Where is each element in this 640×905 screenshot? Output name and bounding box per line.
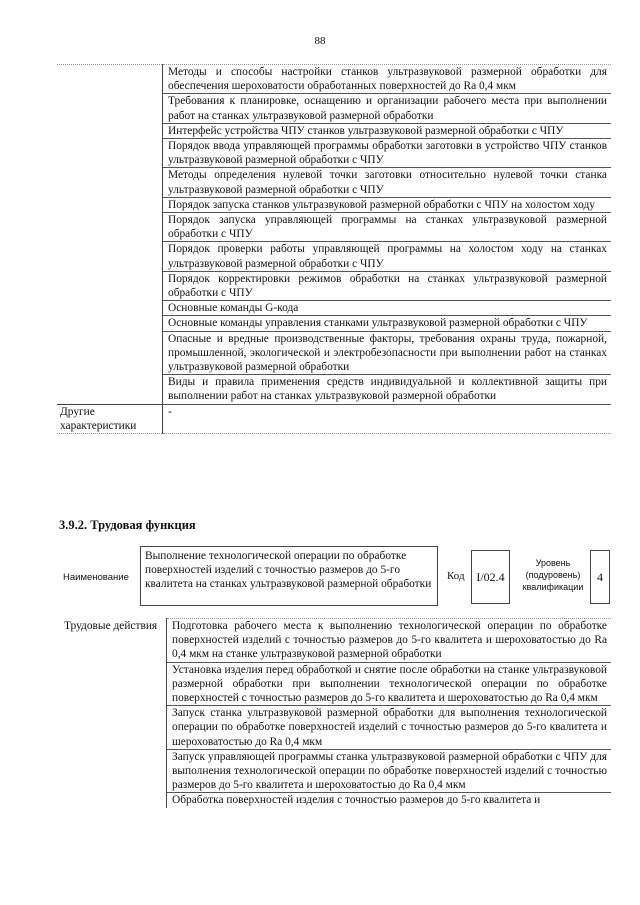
- table-row: [57, 271, 611, 300]
- table-row: [57, 123, 611, 138]
- page-number: 88: [314, 35, 326, 47]
- table-row: [57, 316, 611, 331]
- table-row: [57, 619, 611, 663]
- labor-actions-label: Трудовые действия: [57, 619, 167, 808]
- table-cell: Порядок корректировки режимов обработки на станках ультразвуковой размерной обработки с ЧПУ: [163, 271, 612, 300]
- table-cell: Виды и правила применения средств индивидуальной и коллективной защиты при выполнении работ на станках ультразвуковой размерной обработки: [163, 375, 612, 404]
- label-cell: [57, 271, 163, 300]
- table-cell: Обработка поверхностей изделия с точностью размеров до 5-го квалитета и: [172, 794, 541, 807]
- table-cell: Основные команды управления станками ультразвуковой размерной обработки с ЧПУ: [163, 316, 612, 331]
- table-cell: Запуск управляющей программы станка ультразвуковой размерной обработки с ЧПУ для выполнения технологической операции по обработке поверхностей изделий с точностью размеров до 5-го квалитета и шероховатостью до Ra 0,4 мкм: [167, 749, 612, 793]
- label-cell: [57, 331, 163, 375]
- table-row: [57, 301, 611, 316]
- label-cell: [57, 94, 163, 123]
- labor-actions-table: [57, 618, 611, 808]
- section-title: 3.9.2. Трудовая функция: [59, 518, 196, 532]
- label-cell: [57, 316, 163, 331]
- label-cell: [57, 139, 163, 168]
- table-cell: Требования к планировке, оснащению и организации рабочего места при выполнении работ на станках ультразвуковой размерной обработки: [163, 94, 612, 123]
- code-label: Код: [447, 570, 465, 582]
- table-cell: Порядок проверки работы управляющей программы на холостом ходу на станках ультразвуковой размерной обработки с ЧПУ: [163, 242, 612, 271]
- label-cell: [57, 168, 163, 197]
- table-cell: Интерфейс устройства ЧПУ станков ультразвуковой размерной обработки с ЧПУ: [163, 123, 612, 138]
- table-row: [57, 168, 611, 197]
- table-row: [57, 375, 611, 404]
- table-cell: Основные команды G-кода: [163, 301, 612, 316]
- other-characteristics-label: Другие характеристики: [57, 404, 163, 433]
- table-row: [57, 94, 611, 123]
- level-value: 4: [590, 550, 610, 604]
- other-characteristics-row: [57, 404, 611, 433]
- label-cell: [57, 375, 163, 404]
- function-name: Выполнение технологической операции по обработке поверхностей изделий с точностью размеров до 5-го квалитета на станках ультразвуковой размерной обработки: [140, 546, 438, 606]
- table-cell: Методы и способы настройки станков ультразвуковой размерной обработки для обеспечения шероховатости обработанных поверхностей до Ra 0,4 мкм: [163, 65, 612, 94]
- table-row: [57, 242, 611, 271]
- table-row: [57, 65, 611, 94]
- table-cell: Запуск станка ультразвуковой размерной обработки для выполнения технологической операции по обработке поверхностей изделий с точностью размеров до 5-го квалитета и шероховатостью до Ra 0,4 мкм: [167, 706, 612, 750]
- label-cell: [57, 197, 163, 212]
- table-row: [57, 197, 611, 212]
- table-row: [57, 139, 611, 168]
- label-cell: [57, 242, 163, 271]
- label-cell: [57, 123, 163, 138]
- table-row: [57, 331, 611, 375]
- table-cell: Опасные и вредные производственные факторы, требования охраны труда, пожарной, промышленной, экологической и электробезопасности при выполнении работ на станках ультразвуковой размерной обработки: [163, 331, 612, 375]
- table-cell: Порядок ввода управляющей программы обработки заготовки в устройство ЧПУ станков ультразвуковой размерной обработки с ЧПУ: [163, 139, 612, 168]
- other-characteristics-value: -: [163, 404, 612, 433]
- knowledge-table: [57, 64, 611, 434]
- label-cell: [57, 213, 163, 242]
- table-cell: Порядок запуска станков ультразвуковой размерной обработки с ЧПУ на холостом ходу: [163, 197, 612, 212]
- name-label: Наименование: [63, 572, 129, 583]
- table-cell: Подготовка рабочего места к выполнению технологической операции по обработке поверхностей изделий с точностью размеров до 5-го квалитета и шероховатостью до Ra 0,4 мкм на станке ультразвуковой размерной обработки: [167, 619, 612, 663]
- code-value: I/02.4: [471, 550, 510, 604]
- label-cell: [57, 301, 163, 316]
- level-label: Уровень (подуровень) квалификации: [522, 558, 584, 592]
- table-row: [57, 213, 611, 242]
- table-cell: Методы определения нулевой точки заготовки относительно нулевой точки станка ультразвуковой размерной обработки с ЧПУ: [163, 168, 612, 197]
- label-cell: [57, 65, 163, 94]
- table-cell: Порядок запуска управляющей программы на станках ультразвуковой размерной обработки с ЧПУ: [163, 213, 612, 242]
- table-cell: Установка изделия перед обработкой и снятие после обработки на станке ультразвуковой размерной обработки при выполнении технологической операции по обработке поверхностей с точностью размеров до 5-го квалитета и шероховатостью до Ra 0,4 мкм: [167, 662, 612, 706]
